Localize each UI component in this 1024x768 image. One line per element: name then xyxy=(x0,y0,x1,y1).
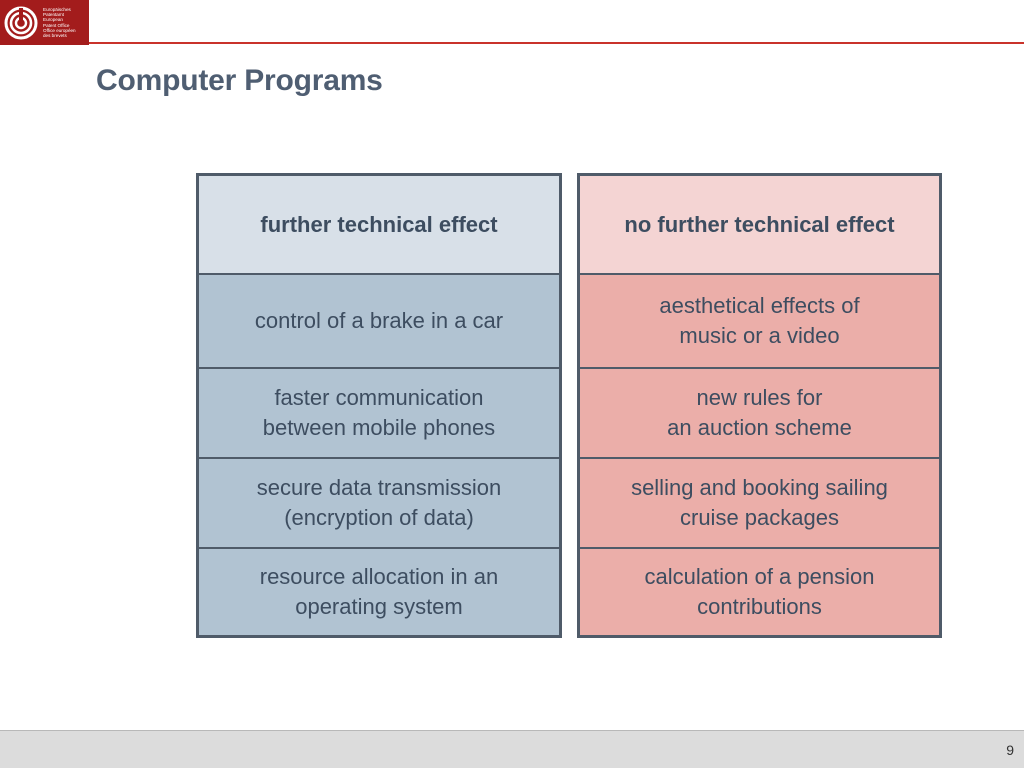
epo-spiral-icon xyxy=(4,6,38,40)
cell-line: resource allocation in an xyxy=(259,564,499,589)
slide-title: Computer Programs xyxy=(96,64,383,97)
table-cell xyxy=(580,457,939,547)
cell-line: calculation of a pension xyxy=(644,564,875,589)
cell-line: between mobile phones xyxy=(262,415,496,440)
column-header: further technical effect xyxy=(199,176,559,273)
header-divider xyxy=(89,42,1024,44)
slide-footer xyxy=(0,730,1024,768)
cell-line: faster communication xyxy=(274,385,484,410)
cell-line: music or a video xyxy=(679,323,840,348)
table-cell xyxy=(199,367,559,457)
table-cell xyxy=(580,367,939,457)
logo-line: Patentamt xyxy=(43,12,64,18)
cell-line: operating system xyxy=(295,594,463,619)
logo-wordmark xyxy=(43,7,76,38)
column-header: no further technical effect xyxy=(580,176,939,273)
cell-line: an auction scheme xyxy=(667,415,852,440)
logo-line: Patent Office xyxy=(43,22,70,28)
logo-line: Europäisches xyxy=(43,6,71,12)
logo-line: European xyxy=(43,17,63,23)
no-further-effect-column xyxy=(577,173,942,638)
page-number: 9 xyxy=(1006,742,1014,758)
cell-line: (encryption of data) xyxy=(284,505,474,530)
logo-line: des brevets xyxy=(43,32,67,38)
table-cell xyxy=(580,273,939,367)
table-cell xyxy=(199,547,559,635)
cell-line: cruise packages xyxy=(680,505,839,530)
cell-line: secure data transmission xyxy=(256,475,502,500)
epo-logo xyxy=(0,0,89,45)
cell-line: new rules for xyxy=(696,385,823,410)
table-cell xyxy=(580,547,939,635)
further-effect-column xyxy=(196,173,562,638)
cell-line: aesthetical effects of xyxy=(659,293,860,318)
table-cell xyxy=(199,457,559,547)
cell-line: selling and booking sailing xyxy=(631,475,888,500)
logo-line: Office européen xyxy=(43,27,76,33)
cell-line: contributions xyxy=(697,594,822,619)
table-cell xyxy=(199,273,559,367)
cell-line: control of a brake in a car xyxy=(254,308,504,333)
